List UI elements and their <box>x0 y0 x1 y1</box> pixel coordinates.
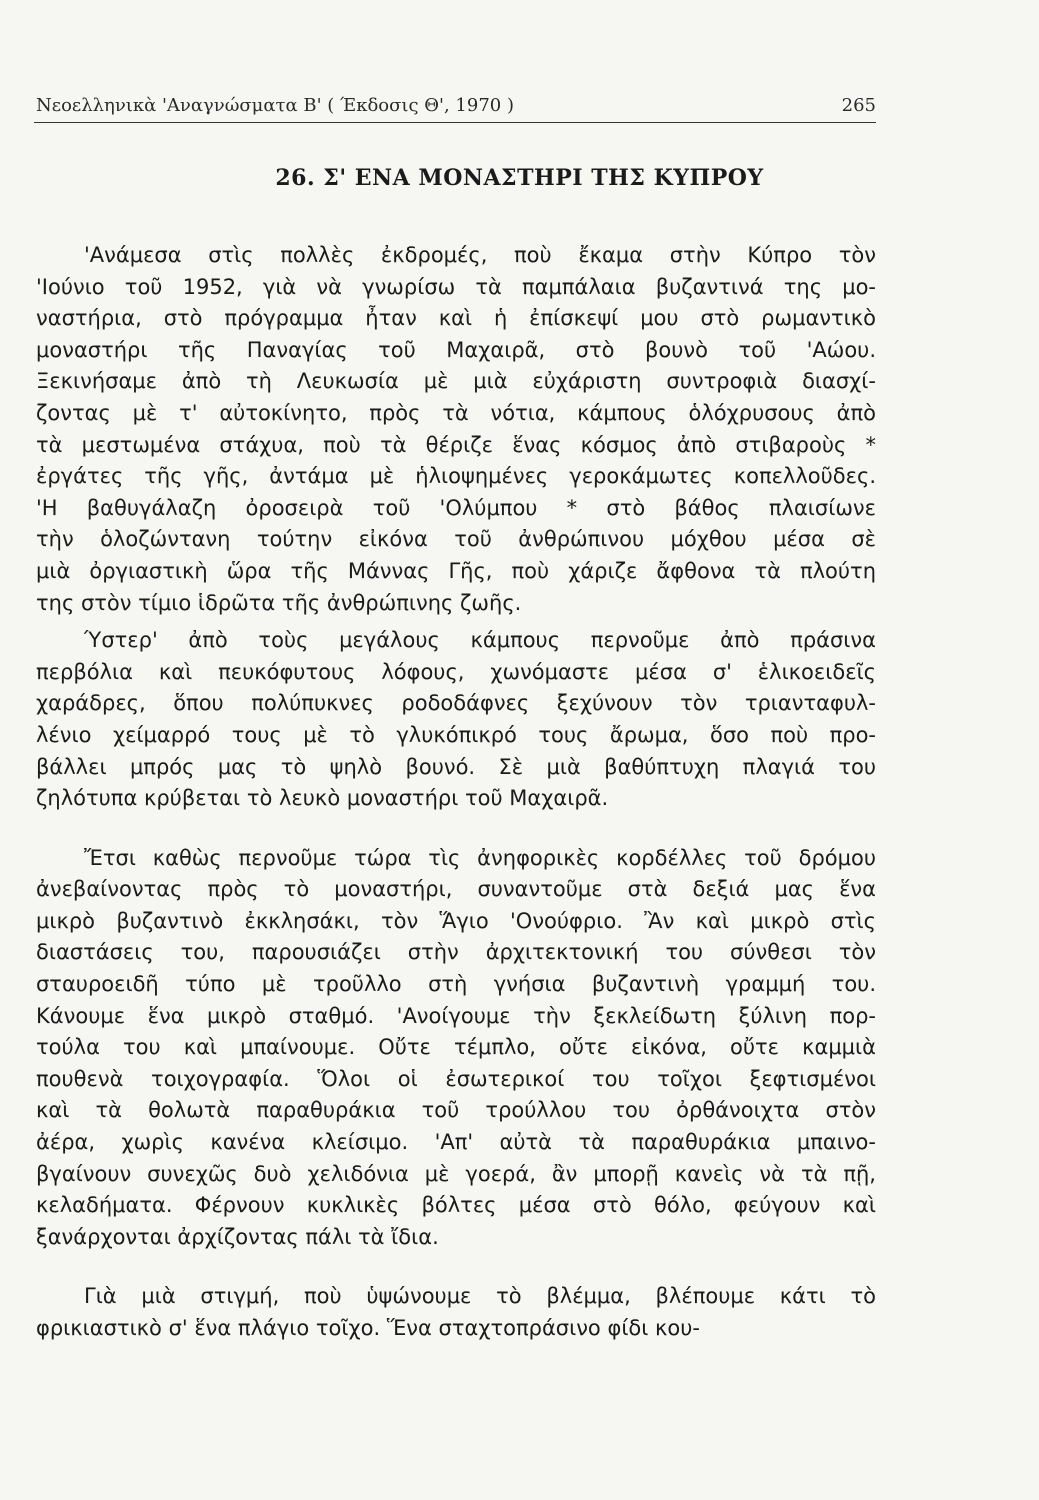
text-line: τούλα του καὶ μπαίνουμε. Οὔτε τέμπλο, οὔτε εἰκόνα, οὔτε καμμιὰ <box>36 1035 876 1060</box>
text-line: πουθενὰ τοιχογραφία. Ὅλοι οἱ ἐσωτερικοί του τοῖχοι ξεφτισμένοι <box>36 1066 876 1091</box>
paragraph <box>36 843 876 1254</box>
text-line: 'Ιούνιο τοῦ 1952, γιὰ νὰ γνωρίσω τὰ παμπάλαια βυζαντινά της μο- <box>36 274 876 299</box>
body-text <box>36 240 876 1345</box>
text-line: της στὸν τίμιο ἱδρῶτα τῆς ἀνθρώπινης ζωῆς. <box>36 590 522 615</box>
text-line: Κάνουμε ἕνα μικρὸ σταθμό. 'Ανοίγουμε τὴν ξεκλείδωτη ξύλινη πορ- <box>36 1003 876 1028</box>
text-line: ἀέρα, χωρὶς κανένα κλείσιμο. 'Απ' αὐτὰ τὰ παραθυράκια μπαινο- <box>36 1130 876 1155</box>
text-line: Ύστερ' ἀπὸ τοὺς μεγάλους κάμπους περνοῦμε ἀπὸ πράσινα <box>84 628 876 653</box>
text-line: ζοντας μὲ τ' αὐτοκίνητο, πρὸς τὰ νότια, κάμπους ὁλόχρυσους ἀπὸ <box>36 400 876 425</box>
text-line: Γιὰ μιὰ στιγμή, ποὺ ὑψώνουμε τὸ βλέμμα, βλέπουμε κάτι τὸ <box>84 1284 876 1309</box>
paragraph <box>36 1281 876 1344</box>
text-line: 'Ανάμεσα στὶς πολλὲς ἐκδρομές, ποὺ ἔκαμα στὴν Κύπρο τὸν <box>84 243 876 267</box>
text-line: περβόλια καὶ πευκόφυτους λόφους, χωνόμαστε μέσα σ' ἑλικοειδεῖς <box>36 659 876 684</box>
paragraph <box>36 625 876 815</box>
text-line: λένιο χείμαρρό τους μὲ τὸ γλυκόπικρό τους ἄρωμα, ὅσο ποὺ προ- <box>36 722 876 747</box>
text-line: κελαδήματα. Φέρνουν κυκλικὲς βόλτες μέσα στὸ θόλο, φεύγουν καὶ <box>36 1193 876 1218</box>
text-line: βάλλει μπρός μας τὸ ψηλὸ βουνό. Σὲ μιὰ βαθύπτυχη πλαγιά του <box>36 754 876 779</box>
text-line: χαράδρες, ὅπου πολύπυκνες ροδοδάφνες ξεχύνουν τὸν τριανταφυλ- <box>36 691 876 716</box>
text-line: ἐργάτες τῆς γῆς, ἀντάμα μὲ ἡλιοψημένες γεροκάμωτες κοπελλοῦδες. <box>36 464 876 489</box>
text-line: τὴν ὁλοζώντανη τούτην εἰκόνα τοῦ ἀνθρώπινου μόχθου μέσα σὲ <box>36 527 876 552</box>
paragraph <box>36 240 876 619</box>
text-line: φρικιαστικὸ σ' ἕνα πλάγιο τοῖχο. Ἕνα σταχτοπράσινο φίδι κου- <box>36 1316 701 1340</box>
text-line: ζηλότυπα κρύβεται τὸ λευκὸ μοναστήρι τοῦ Μαχαιρᾶ. <box>36 786 609 811</box>
text-line: μοναστήρι τῆς Παναγίας τοῦ Μαχαιρᾶ, στὸ βουνὸ τοῦ 'Αώου. <box>36 337 876 362</box>
text-line: ξανάρχονται ἀρχίζοντας πάλι τὰ ἴδια. <box>36 1224 439 1249</box>
text-line: διαστάσεις του, παρουσιάζει στὴν ἀρχιτεκτονική του σύνθεσι τὸν <box>36 940 876 965</box>
text-line: μιὰ ὀργιαστικὴ ὥρα τῆς Μάννας Γῆς, ποὺ χάριζε ἄφθονα τὰ πλούτη <box>36 558 876 583</box>
text-line: βγαίνουν συνεχῶς δυὸ χελιδόνια μὲ γοερά, ἂν μπορῇ κανεὶς νὰ τὰ πῇ, <box>36 1161 876 1186</box>
header-book-title: Νεοελληνικὰ 'Αναγνώσματα Β' ( Έκδοσις Θ', 1970 ) <box>36 95 514 116</box>
text-line: καὶ τὰ θολωτὰ παραθυράκια τοῦ τρούλλου του ὀρθάνοιχτα στὸν <box>36 1098 876 1123</box>
text-line: ἀνεβαίνοντας πρὸς τὸ μοναστήρι, συναντοῦμε στὰ δεξιά μας ἕνα <box>36 877 876 902</box>
chapter-title: 26. Σ' ΕΝΑ ΜΟΝΑΣΤΗΡΙ ΤΗΣ ΚΥΠΡΟΥ <box>275 165 764 191</box>
running-header <box>34 92 876 123</box>
text-line: Ξεκινήσαμε ἀπὸ τὴ Λευκωσία μὲ μιὰ εὐχάριστη συντροφιὰ διασχί- <box>36 369 876 394</box>
text-line: ναστήρια, στὸ πρόγραμμα ἦταν καὶ ἡ ἐπίσκεψί μου στὸ ρωμαντικὸ <box>36 306 876 331</box>
text-line: 'Η βαθυγάλαζη ὀροσειρὰ τοῦ 'Ολύμπου * στὸ βάθος πλαισίωνε <box>36 495 876 520</box>
text-line: μικρὸ βυζαντινὸ ἐκκλησάκι, τὸν Ἅγιο 'Ονούφριο. Ἂν καὶ μικρὸ στὶς <box>36 908 876 933</box>
text-line: τὰ μεστωμένα στάχυα, ποὺ τὰ θέριζε ἕνας κόσμος ἀπὸ στιβαροὺς * <box>36 432 876 457</box>
page-number: 265 <box>841 95 876 116</box>
text-line: σταυροειδῆ τύπο μὲ τροῦλλο στὴ γνήσια βυζαντινὴ γραμμή του. <box>36 972 876 997</box>
text-line: Ἔτσι καθὼς περνοῦμε τώρα τὶς ἀνηφορικὲς κορδέλλες τοῦ δρόμου <box>84 845 876 870</box>
